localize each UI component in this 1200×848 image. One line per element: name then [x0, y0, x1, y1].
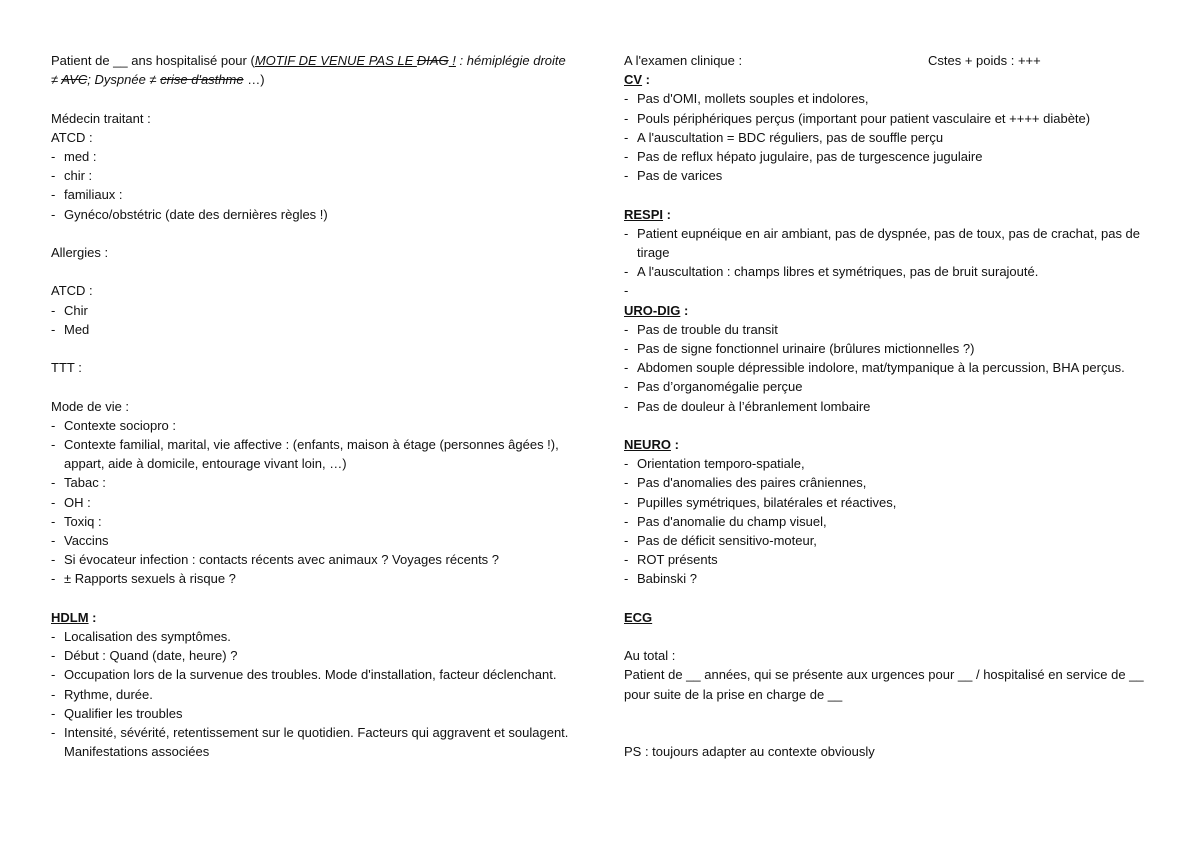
exam-heading: [624, 51, 1154, 70]
respi-heading: [624, 205, 1154, 224]
total-title: Au total :: [624, 648, 676, 664]
uro-dig-colon: :: [680, 302, 689, 318]
neuro-item: - Pas d'anomalie du champ visuel,: [624, 512, 1154, 531]
atcd-item: - familiaux :: [51, 185, 576, 204]
mode-de-vie-title: Mode de vie :: [51, 398, 130, 414]
neuro-heading: [624, 435, 1154, 454]
hdlm-item: - Intensité, sévérité, retentissement sur le quotidien. Facteurs qui aggravent et soulagent. Manifestations associées: [51, 723, 576, 761]
mode-de-vie-item: - OH :: [51, 493, 576, 512]
neuro-item: - Pas de déficit sensitivo-moteur,: [624, 531, 1154, 550]
atcd2-item: - Med: [51, 320, 576, 339]
intro-avc-struck: AVC: [61, 72, 88, 88]
left-column: [51, 51, 576, 761]
uro-dig-item: - Abdomen souple dépressible indolore, mat/tympanique à la percussion, BHA perçus.: [624, 358, 1154, 377]
cv-colon: :: [642, 72, 651, 88]
neuro-item: - Orientation temporo-spatiale,: [624, 454, 1154, 473]
mode-de-vie-item: - ± Rapports sexuels à risque ?: [51, 569, 576, 588]
atcd-item: - Gynéco/obstétric (date des dernières règles !): [51, 205, 576, 224]
mode-de-vie-item: - Toxiq :: [51, 512, 576, 531]
respi-item: - Patient eupnéique en air ambiant, pas de dyspnée, pas de toux, pas de crachat, pas de tirage: [624, 224, 1154, 262]
intro-motif: MOTIF DE VENUE PAS LE: [254, 53, 417, 68]
atcd-item: - chir :: [51, 166, 576, 185]
hdlm-item: - Début : Quand (date, heure) ?: [51, 646, 576, 665]
cv-item: - Pas d'OMI, mollets souples et indolores,: [624, 89, 1154, 108]
respi-colon: :: [663, 206, 671, 222]
cv-item: - Pouls périphériques perçus (important pour patient vasculaire et ++++ diabète): [624, 109, 1154, 128]
medecin-traitant: Médecin traitant :: [51, 110, 151, 126]
cv-title: CV: [624, 72, 643, 88]
uro-dig-item: - Pas de signe fonctionnel urinaire (brûlures mictionnelles ?): [624, 339, 1154, 358]
hdlm-colon: :: [88, 609, 97, 625]
intro-motif-end: !: [448, 53, 456, 68]
intro-suffix: …): [243, 72, 265, 88]
atcd-title: ATCD :: [51, 129, 93, 145]
atcd2-item: - Chir: [51, 301, 576, 320]
hdlm-item: - Localisation des symptômes.: [51, 627, 576, 646]
uro-dig-title: URO-DIG: [624, 302, 681, 318]
mode-de-vie-item: - Tabac :: [51, 473, 576, 492]
neuro-colon: :: [670, 437, 679, 453]
mode-de-vie-item: - Contexte familial, marital, vie affective : (enfants, maison à étage (personnes âgées !), appart, aide à domicile, entourage vivant loin, …): [51, 435, 576, 473]
cv-item: - Pas de varices: [624, 166, 1154, 185]
neuro-item: - Pas d'anomalies des paires crâniennes,: [624, 473, 1154, 492]
mode-de-vie-item: - Vaccins: [51, 531, 576, 550]
right-column: [624, 51, 1154, 761]
uro-dig-item: - Pas de trouble du transit: [624, 320, 1154, 339]
cstes-poids: Cstes + poids : +++: [928, 53, 1041, 68]
intro-prefix: Patient de __ ans hospitalisé pour (: [51, 53, 255, 68]
respi-title: RESPI: [624, 206, 664, 222]
hdlm-item: - Qualifier les troubles: [51, 704, 576, 723]
neuro-item: - ROT présents: [624, 550, 1154, 569]
intro-text-1: : hémiplégie droite ≠: [51, 53, 566, 88]
mode-de-vie-item: - Si évocateur infection : contacts récents avec animaux ? Voyages récents ?: [51, 550, 576, 569]
respi-item-empty: [624, 281, 1154, 300]
atcd-item: - med :: [51, 147, 576, 166]
neuro-item: - Babinski ?: [624, 569, 1154, 588]
cv-item: - A l'auscultation = BDC réguliers, pas de souffle perçu: [624, 128, 1154, 147]
ecg-title: ECG: [624, 609, 653, 625]
intro-diag-struck: DIAG: [416, 53, 449, 68]
allergies: Allergies :: [51, 245, 109, 260]
cv-item: - Pas de reflux hépato jugulaire, pas de turgescence jugulaire: [624, 147, 1154, 166]
hdlm-item: - Occupation lors de la survenue des troubles. Mode d'installation, facteur déclenchant.: [51, 665, 576, 684]
hdlm-heading: [51, 608, 576, 627]
ps-note: PS : toujours adapter au contexte obviously: [624, 744, 875, 760]
uro-dig-item: - Pas d’organomégalie perçue: [624, 377, 1154, 396]
neuro-item: - Pupilles symétriques, bilatérales et réactives,: [624, 493, 1154, 512]
hdlm-item: - Rythme, durée.: [51, 685, 576, 704]
exam-title: A l'examen clinique :: [624, 53, 743, 68]
neuro-title: NEURO: [624, 437, 671, 453]
total-text: Patient de __ années, qui se présente aux urgences pour __ / hospitalisé en service de __ pour suite de la prise en charge de __: [624, 667, 1144, 702]
uro-dig-item: - Pas de douleur à l’ébranlement lombaire: [624, 397, 1154, 416]
uro-dig-heading: [624, 301, 1154, 320]
intro-asthme-struck: crise d'asthme: [160, 72, 244, 88]
intro-text-2: ; Dyspnée ≠: [87, 72, 161, 88]
hdlm-title: HDLM: [51, 609, 89, 625]
intro-line: [51, 51, 576, 89]
cv-heading: [624, 70, 1154, 89]
respi-item: - A l'auscultation : champs libres et symétriques, pas de bruit surajouté.: [624, 262, 1154, 281]
atcd2-title: ATCD :: [51, 283, 93, 299]
ttt: TTT :: [51, 360, 82, 376]
mode-de-vie-item: - Contexte sociopro :: [51, 416, 576, 435]
